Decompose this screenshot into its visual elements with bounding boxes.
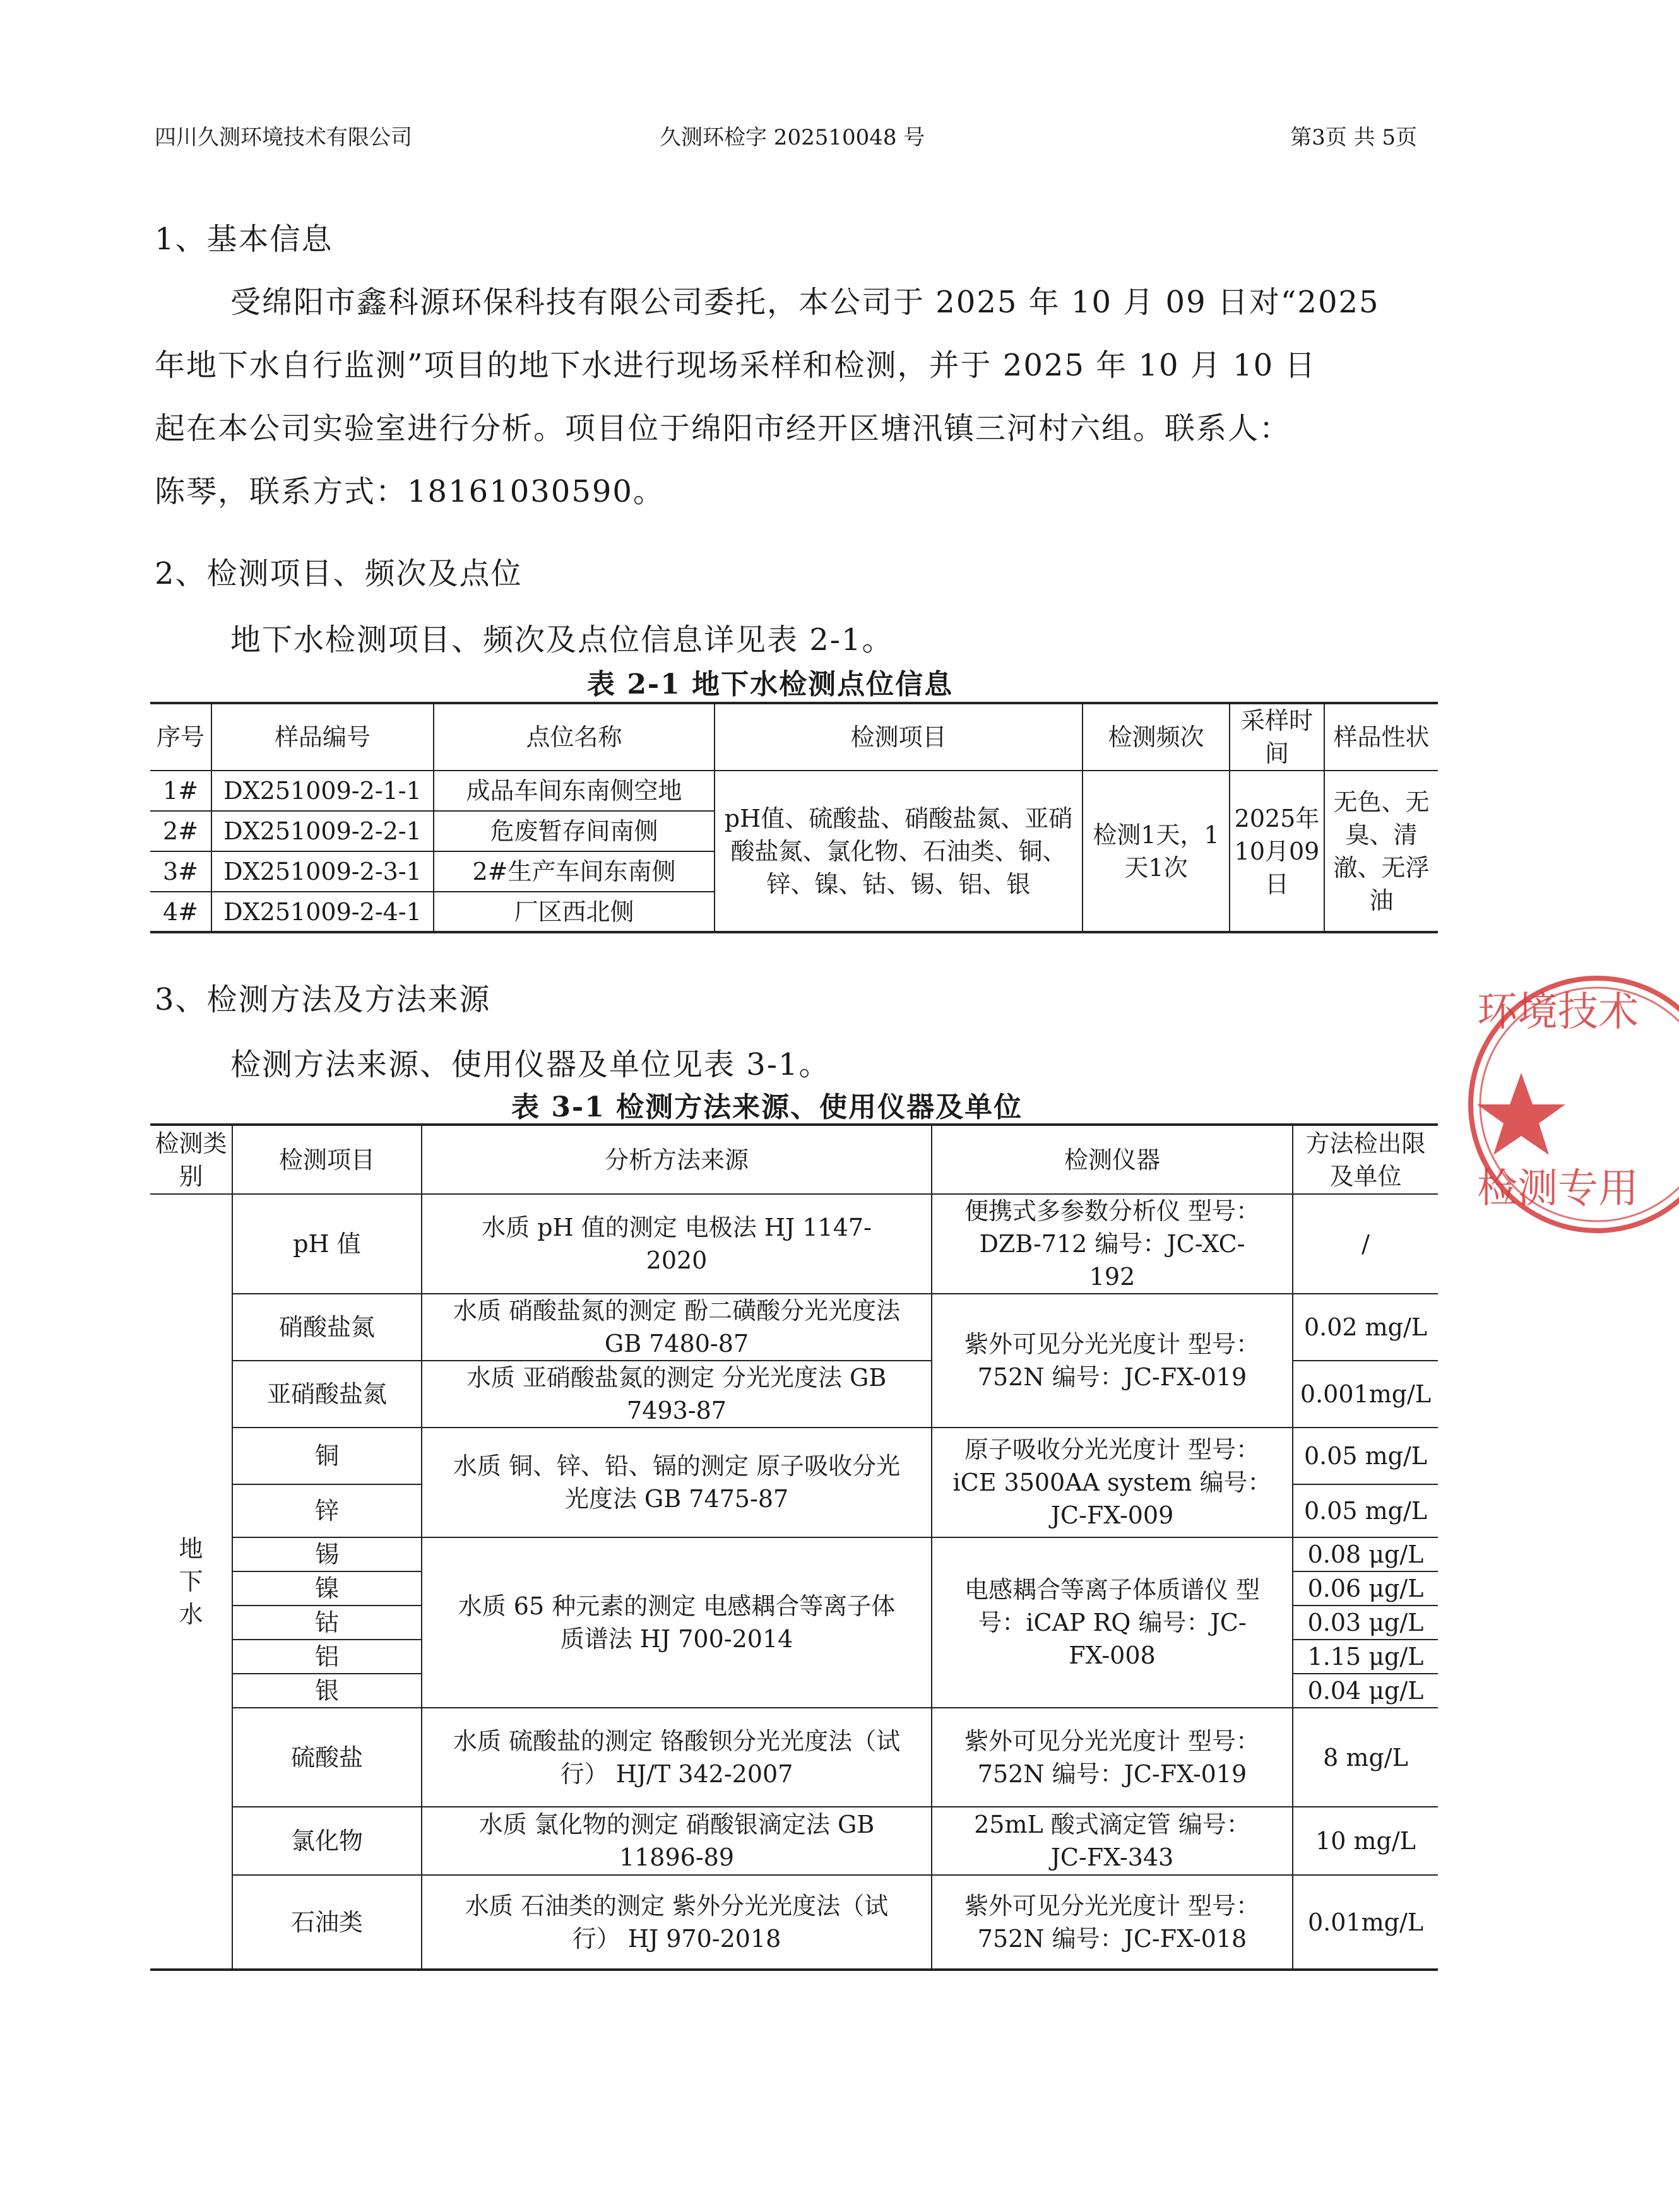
t1-items: pH值、硫酸盐、硝酸盐氮、亚硝酸盐氮、氯化物、石油类、铜、锌、镍、钴、锡、铝、银 [715, 771, 1083, 932]
table-row [150, 1807, 1438, 1875]
t2-petroleum-limit: 0.01mg/L [1293, 1875, 1438, 1970]
t2-cobalt-limit: 0.03 μg/L [1293, 1606, 1438, 1640]
section1-line-3: 起在本公司实验室进行分析。项目位于绵阳市经开区塘汛镇三河村六组。联系人： [155, 411, 1291, 446]
t1-row4-no: 4# [150, 892, 211, 932]
t1-row1-site: 成品车间东南侧空地 [434, 771, 715, 811]
t2-ph-method: 水质 pH 值的测定 电极法 HJ 1147-2020 [422, 1194, 932, 1294]
t2-nitrate-method: 水质 硝酸盐氮的测定 酚二磺酸分光光度法 GB 7480-87 [422, 1294, 932, 1361]
t1-row2-sample: DX251009-2-2-1 [211, 811, 434, 851]
t2-ph-limit: / [1293, 1194, 1438, 1294]
t1-appearance: 无色、无臭、清澈、无浮油 [1324, 771, 1438, 932]
t1-header-items: 检测项目 [715, 703, 1083, 771]
t2-icp-method: 水质 65 种元素的测定 电感耦合等离子体质谱法 HJ 700-2014 [422, 1537, 932, 1708]
t2-sulfate-limit: 8 mg/L [1293, 1708, 1438, 1807]
t2-ph-item: pH 值 [232, 1194, 422, 1294]
t2-header-limit: 方法检出限及单位 [1293, 1125, 1438, 1194]
t2-nitrate-limit: 0.02 mg/L [1293, 1294, 1438, 1361]
section2-intro: 地下水检测项目、频次及点位信息详见表 2-1。 [230, 622, 894, 658]
t2-sulfate-item: 硫酸盐 [232, 1708, 422, 1807]
t2-nitrate-item: 硝酸盐氮 [232, 1294, 422, 1361]
section1-title: 1、基本信息 [155, 222, 333, 257]
t2-header-instrument: 检测仪器 [932, 1125, 1293, 1194]
t1-sample-time: 2025年10月09日 [1230, 771, 1324, 932]
t2-chloride-method: 水质 氯化物的测定 硝酸银滴定法 GB 11896-89 [422, 1807, 932, 1875]
t1-row2-site: 危废暂存间南侧 [434, 811, 715, 851]
company-seal-stamp [1452, 966, 1679, 1243]
table-row [150, 1537, 1438, 1571]
t1-row3-site: 2#生产车间东南侧 [434, 851, 715, 892]
t1-row2-no: 2# [150, 811, 211, 851]
table-row [150, 1875, 1438, 1970]
t1-header-appearance: 样品性状 [1324, 703, 1438, 771]
t2-chloride-limit: 10 mg/L [1293, 1807, 1438, 1875]
stamp-text-top: 环境技术 [1477, 989, 1639, 1036]
t1-header-time: 采样时间 [1230, 703, 1324, 771]
t2-zinc-limit: 0.05 mg/L [1293, 1484, 1438, 1537]
table-3-1-caption: 表 3-1 检测方法来源、使用仪器及单位 [511, 1091, 1023, 1123]
t2-nitrite-item: 亚硝酸盐氮 [232, 1361, 422, 1428]
section3-intro: 检测方法来源、使用仪器及单位见表 3-1。 [230, 1047, 831, 1082]
t2-cobalt-item: 钴 [232, 1606, 422, 1640]
t2-silver-item: 银 [232, 1674, 422, 1708]
t1-header-frequency: 检测频次 [1083, 703, 1230, 771]
t1-frequency: 检测1天，1天1次 [1083, 771, 1230, 932]
t1-row1-no: 1# [150, 771, 211, 811]
t1-row4-sample: DX251009-2-4-1 [211, 892, 434, 932]
t1-row4-site: 厂区西北侧 [434, 892, 715, 932]
t1-header-sample: 样品编号 [211, 703, 434, 771]
t2-ph-instrument: 便携式多参数分析仪 型号：DZB-712 编号：JC-XC-192 [932, 1194, 1293, 1294]
header-company: 四川久测环境技术有限公司 [155, 125, 412, 150]
t2-silver-limit: 0.04 μg/L [1293, 1674, 1438, 1708]
t2-icp-instrument: 电感耦合等离子体质谱仪 型号：iCAP RQ 编号：JC-FX-008 [932, 1537, 1293, 1708]
table-2-1-caption: 表 2-1 地下水检测点位信息 [587, 668, 954, 701]
t2-petroleum-item: 石油类 [232, 1875, 422, 1970]
t2-chloride-item: 氯化物 [232, 1807, 422, 1875]
t2-copper-limit: 0.05 mg/L [1293, 1428, 1438, 1484]
t2-category: 地下水 [150, 1194, 232, 1970]
section1-line-2: 年地下水自行监测”项目的地下水进行现场采样和检测，并于 2025 年 10 月 10 日 [155, 348, 1317, 383]
t2-tin-limit: 0.08 μg/L [1293, 1537, 1438, 1571]
stamp-star-icon [1477, 1073, 1565, 1155]
stamp-text-bottom: 检测专用 [1477, 1166, 1639, 1212]
table-row [150, 771, 1438, 811]
t2-nitrite-limit: 0.001mg/L [1293, 1361, 1438, 1428]
section1-line-1: 受绵阳市鑫科源环保科技有限公司委托，本公司于 2025 年 10 月 09 日对“2025 [230, 285, 1380, 320]
t1-row1-sample: DX251009-2-1-1 [211, 771, 434, 811]
t2-nitrogen-instrument: 紫外可见分光光度计 型号：752N 编号：JC-FX-019 [932, 1294, 1293, 1428]
t2-aas-instrument: 原子吸收分光光度计 型号：iCE 3500AA system 编号：JC-FX-009 [932, 1428, 1293, 1537]
t1-row3-sample: DX251009-2-3-1 [211, 851, 434, 892]
t2-copper-item: 铜 [232, 1428, 422, 1484]
t2-nitrite-method: 水质 亚硝酸盐氮的测定 分光光度法 GB 7493-87 [422, 1361, 932, 1428]
table-row [150, 1194, 1438, 1294]
t2-header-category: 检测类别 [150, 1125, 232, 1194]
header-report-number: 久测环检字 202510048 号 [660, 125, 925, 150]
table-3-1 [150, 1123, 1438, 1971]
t2-nickel-item: 镍 [232, 1571, 422, 1606]
table-2-1 [150, 702, 1438, 933]
t2-aas-method: 水质 铜、锌、铅、镉的测定 原子吸收分光光度法 GB 7475-87 [422, 1428, 932, 1537]
header-page-number: 第3页 共 5页 [1290, 125, 1417, 150]
t2-nickel-limit: 0.06 μg/L [1293, 1571, 1438, 1606]
section3-title: 3、检测方法及方法来源 [155, 982, 491, 1017]
table-row [150, 1428, 1438, 1484]
section1-line-4: 陈琴，联系方式：18161030590。 [155, 474, 665, 509]
t2-petroleum-method: 水质 石油类的测定 紫外分光光度法（试行） HJ 970-2018 [422, 1875, 932, 1970]
t2-tin-item: 锡 [232, 1537, 422, 1571]
t2-header-item: 检测项目 [232, 1125, 422, 1194]
table-row [150, 1708, 1438, 1807]
t2-sulfate-method: 水质 硫酸盐的测定 铬酸钡分光光度法（试行） HJ/T 342-2007 [422, 1708, 932, 1807]
t1-header-no: 序号 [150, 703, 211, 771]
page-header [155, 120, 1417, 151]
t1-row3-no: 3# [150, 851, 211, 892]
t1-header-site: 点位名称 [434, 703, 715, 771]
t2-header-method: 分析方法来源 [422, 1125, 932, 1194]
t2-zinc-item: 锌 [232, 1484, 422, 1537]
t2-petroleum-instrument: 紫外可见分光光度计 型号：752N 编号：JC-FX-018 [932, 1875, 1293, 1970]
t2-aluminum-limit: 1.15 μg/L [1293, 1640, 1438, 1674]
t2-aluminum-item: 铝 [232, 1640, 422, 1674]
table-row [150, 1294, 1438, 1361]
t2-chloride-instrument: 25mL 酸式滴定管 编号：JC-FX-343 [932, 1807, 1293, 1875]
section2-title: 2、检测项目、频次及点位 [155, 556, 523, 591]
t2-sulfate-instrument: 紫外可见分光光度计 型号：752N 编号：JC-FX-019 [932, 1708, 1293, 1807]
